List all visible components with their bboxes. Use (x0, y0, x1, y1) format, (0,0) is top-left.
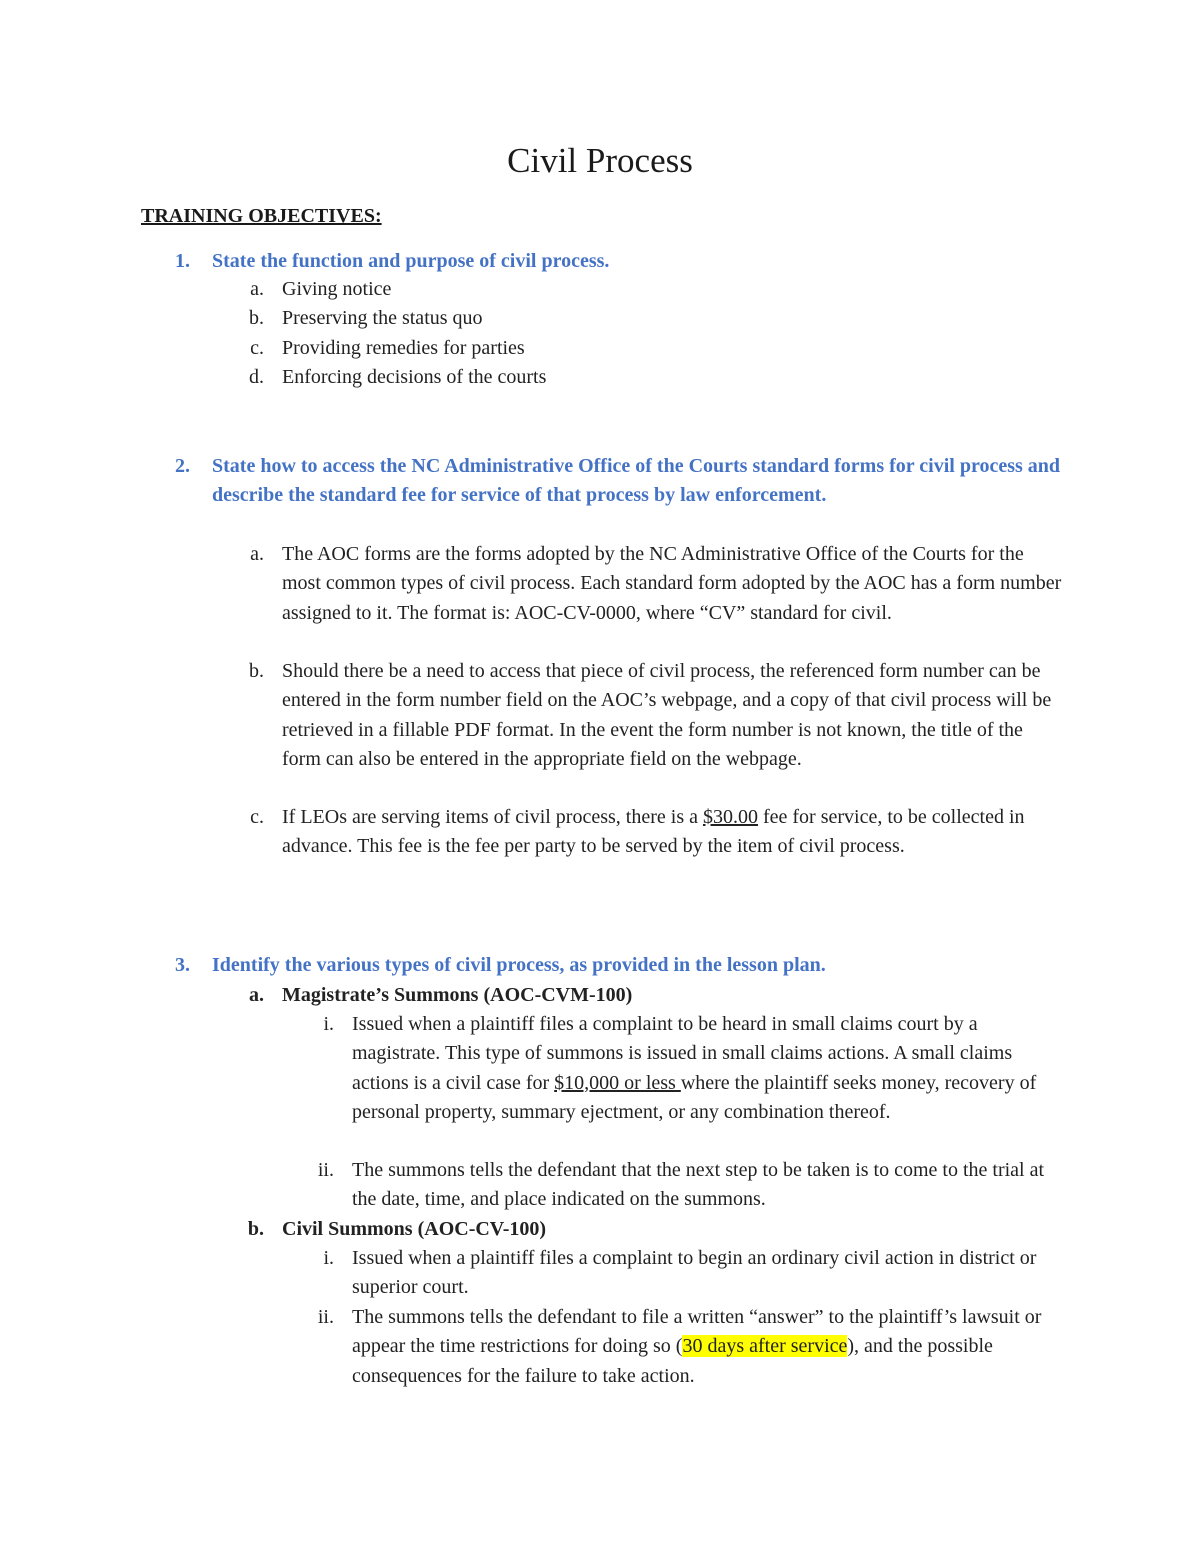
list-marker: b. (249, 307, 264, 329)
list-marker: a. (249, 984, 264, 1006)
list-item-text: The AOC forms are the forms adopted by the NC Administrative Office of the Courts for the most common types of civil process. Each standard form adopted by the AOC has a form number assigned to it. The format is: AOC-CV-0000, where “CV” standard for civil. (282, 543, 1062, 624)
text-run: If LEOs are serving items of civil process, there is a (282, 806, 703, 828)
list-item-title: Civil Summons (AOC-CV-100) (282, 1218, 547, 1240)
objective-text: Identify the various types of civil process, as provided in the lesson plan. (212, 954, 826, 976)
objective-number: 1. (175, 250, 190, 272)
list-item-text (352, 1010, 1062, 1127)
list-marker: ii. (317, 1159, 334, 1181)
list-item-text: Providing remedies for parties (282, 337, 525, 359)
list-item-text: Preserving the status quo (282, 307, 483, 329)
list-marker: b. (249, 660, 264, 682)
list-item-text: Enforcing decisions of the courts (282, 366, 547, 388)
list-marker: c. (250, 337, 264, 359)
objective-number: 3. (175, 954, 190, 976)
list-item-text: The summons tells the defendant that the next step to be taken is to come to the trial at the date, time, and place indicated on the summons. (352, 1159, 1045, 1211)
list-marker: i. (323, 1013, 334, 1035)
text-run: where the plaintiff seeks money, recovery of personal property, summary ejectment, or any combination thereof. (352, 1071, 1037, 1123)
text-run: ), and the possible consequences for the failure to take action. (352, 1335, 993, 1387)
text-run: Issued when a plaintiff files a complaint to be heard in small claims court by a magistrate. This type of summons is issued in small claims actions. A small claims actions is a civil case for (352, 1013, 1013, 1094)
list-item-text (352, 1303, 1062, 1391)
training-objectives-heading: TRAINING OBJECTIVES: (141, 205, 382, 227)
list-item-text: Issued when a plaintiff files a complaint to begin an ordinary civil action in district or superior court. (352, 1247, 1037, 1299)
objective-text: State the function and purpose of civil process. (212, 250, 610, 272)
list-item-text: Should there be a need to access that piece of civil process, the referenced form number can be entered in the form number field on the AOC’s webpage, and a copy of that civil process will be retrieved in a fillable PDF format. In the event the form number is not known, the title of the form can also be entered in the appropriate field on the webpage. (282, 660, 1052, 770)
objective-text: State how to access the NC Administrative Office of the Courts standard forms for civil process and describe the standard fee for service of that process by law enforcement. (212, 455, 1061, 507)
objective-number: 2. (175, 455, 190, 477)
list-marker: i. (323, 1247, 334, 1269)
list-marker: a. (250, 278, 264, 300)
document-title: Civil Process (507, 141, 693, 180)
text-run: fee for service, to be collected in advance. This fee is the fee per party to be served by the item of civil process. (282, 806, 1025, 858)
highlighted-deadline: 30 days after service (682, 1335, 848, 1358)
list-marker: c. (250, 806, 264, 828)
list-marker: d. (249, 366, 264, 388)
fee-amount: $30.00 (702, 806, 758, 828)
claim-amount: $10,000 or less (554, 1071, 681, 1094)
list-marker: a. (250, 543, 264, 565)
list-item-title: Magistrate’s Summons (AOC-CVM-100) (282, 984, 633, 1006)
list-marker: ii. (317, 1306, 334, 1328)
list-item-text (282, 803, 1062, 862)
list-item-text: Giving notice (282, 278, 392, 300)
list-marker: b. (247, 1218, 264, 1240)
text-run: The summons tells the defendant to file a written “answer” to the plaintiff’s lawsuit or appear the time restrictions for doing so ( (352, 1306, 1042, 1358)
